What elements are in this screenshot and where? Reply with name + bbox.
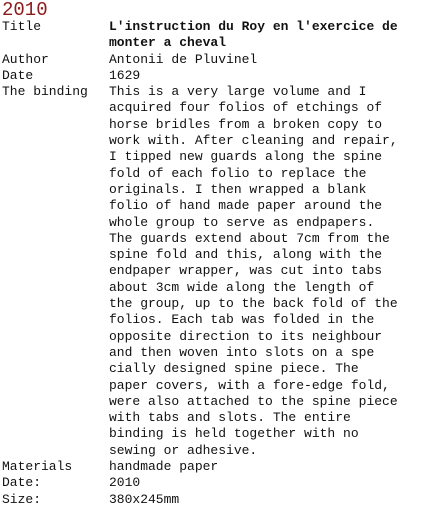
binding-line: sewing or adhesive. [109,442,258,458]
binding-line: were also attached to the spine piece [109,393,398,409]
binding-line: about 3cm wide along the length of [109,279,375,295]
author-label: Author [2,51,49,67]
materials-value: handmade paper [109,459,219,475]
binding-line: and then woven into slots on a spe [109,344,375,360]
binding-line: spine fold and this, along with the [109,247,383,263]
binding-text [109,84,439,459]
binding-line: fold of each folio to replace the [109,165,367,181]
materials-row [2,459,439,475]
binding-line: binding is held together with no [109,426,359,442]
binding-line: work with. After cleaning and repair, [109,133,398,149]
size-value: 380x245mm [109,491,180,507]
binding-line: This is a very large volume and I [109,84,367,100]
binding-row [2,84,439,459]
date-value: 1629 [109,67,141,83]
size-label: Size: [2,491,42,507]
record-table [2,19,439,508]
binding-line: The guards extend about 7cm from the [109,230,390,246]
date-label: Date [2,67,34,83]
binding-line: with tabs and slots. The entire [109,410,351,426]
title-value [109,19,439,52]
binding-line: cially designed spine piece. The [109,361,359,377]
binding-line: whole group to serve as endpapers. [109,214,375,230]
author-value: Antonii de Pluvinel [109,51,258,67]
binding-line: originals. I then wrapped a blank [109,181,367,197]
date2-label: Date: [2,475,42,491]
date-row [2,68,439,84]
binding-line: folios. Each tab was folded in the [109,312,375,328]
year-heading: 2010 [2,0,48,21]
title-label: Title [2,19,42,34]
binding-line: folio of hand made paper around the [109,198,383,214]
title-row [2,19,439,52]
binding-line: the group, up to the back fold of the [109,296,398,312]
date2-value: 2010 [109,475,141,491]
binding-line: paper covers, with a fore-edge fold, [109,377,390,393]
size-row [2,492,439,508]
binding-label: The binding [2,84,88,100]
binding-line: opposite direction to its neighbour [109,328,383,344]
binding-line: acquired four folios of etchings of [109,100,383,116]
binding-line: horse bridles from a broken copy to [109,116,383,132]
date2-row [2,475,439,491]
materials-label: Materials [2,459,73,475]
title-line: L'instruction du Roy en l'exercice de [109,19,398,34]
author-row [2,52,439,68]
binding-line: endpaper wrapper, was cut into tabs [109,263,383,279]
binding-line: I tipped new guards along the spine [109,149,383,165]
title-line: monter a cheval [109,35,227,51]
